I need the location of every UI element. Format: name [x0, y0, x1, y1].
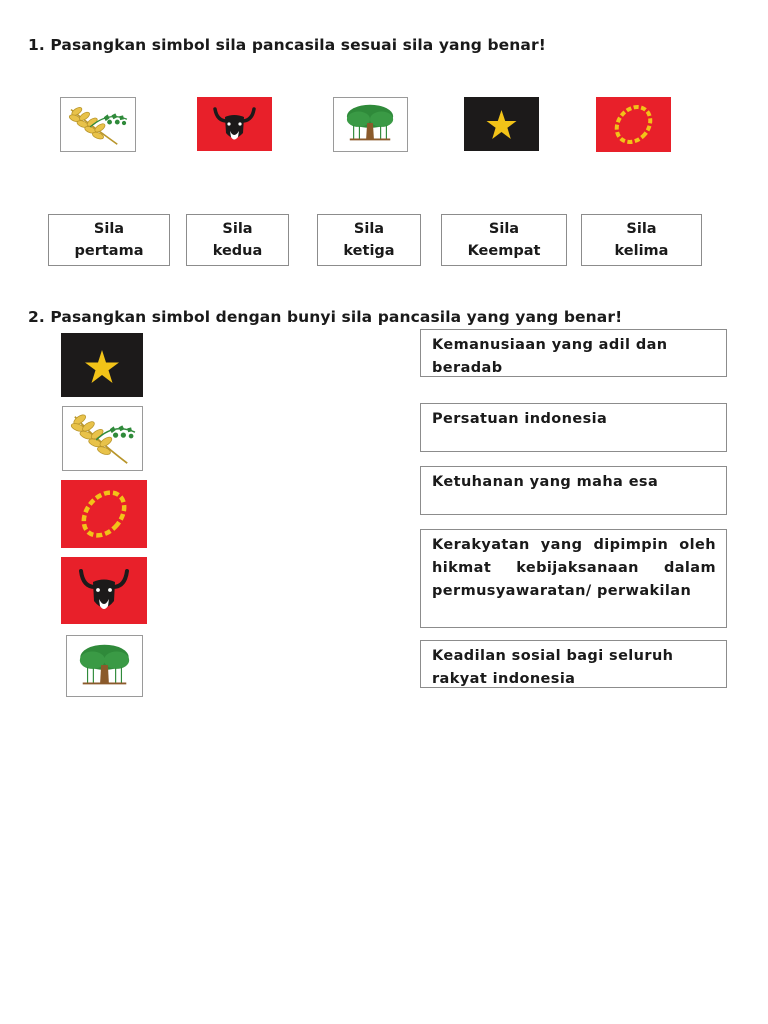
bull-head-icon	[61, 557, 147, 624]
statement-text: Kerakyatan yang dipimpin oleh hikmat kebijaksanaan dalam permusyawaratan/ perwakilan	[432, 537, 716, 599]
star-icon	[61, 333, 143, 397]
label-line-1: Sila	[93, 221, 125, 237]
label-sila-keempat	[441, 214, 567, 266]
bull-head-icon	[197, 97, 272, 151]
rice-cotton-icon	[60, 97, 136, 152]
statement-text: Persatuan indonesia	[432, 411, 608, 427]
rice-cotton-icon	[62, 406, 143, 471]
label-line-2: pertama	[74, 243, 144, 259]
label-line-2: Keempat	[467, 243, 541, 259]
label-line-2: kelima	[614, 243, 669, 259]
label-line-2: kedua	[212, 243, 263, 259]
statement-text: Keadilan sosial bagi seluruh rakyat indonesia	[432, 648, 674, 687]
star-icon	[464, 97, 539, 151]
statement-box-4	[420, 529, 727, 628]
label-line-1: Sila	[222, 221, 253, 237]
label-line-1: Sila	[626, 221, 657, 237]
chain-icon	[61, 480, 147, 548]
statement-box-5	[420, 640, 727, 688]
statement-box-2	[420, 403, 727, 452]
question-2-title: 2. Pasangkan simbol dengan bunyi sila pancasila yang yang benar!	[28, 308, 623, 326]
label-sila-pertama	[48, 214, 170, 266]
statement-text: Kemanusiaan yang adil dan beradab	[432, 337, 668, 376]
label-sila-kedua	[186, 214, 289, 266]
chain-icon	[596, 97, 671, 152]
banyan-tree-icon	[66, 635, 143, 697]
label-sila-kelima	[581, 214, 702, 266]
label-line-2: ketiga	[343, 243, 395, 259]
label-line-1: Sila	[488, 221, 520, 237]
statement-text: Ketuhanan yang maha esa	[432, 474, 659, 490]
label-sila-ketiga	[317, 214, 421, 266]
question-1-title: 1. Pasangkan simbol sila pancasila sesuai sila yang benar!	[28, 36, 546, 54]
banyan-tree-icon	[333, 97, 408, 152]
statement-box-3	[420, 466, 727, 515]
label-line-1: Sila	[353, 221, 385, 237]
statement-box-1	[420, 329, 727, 377]
